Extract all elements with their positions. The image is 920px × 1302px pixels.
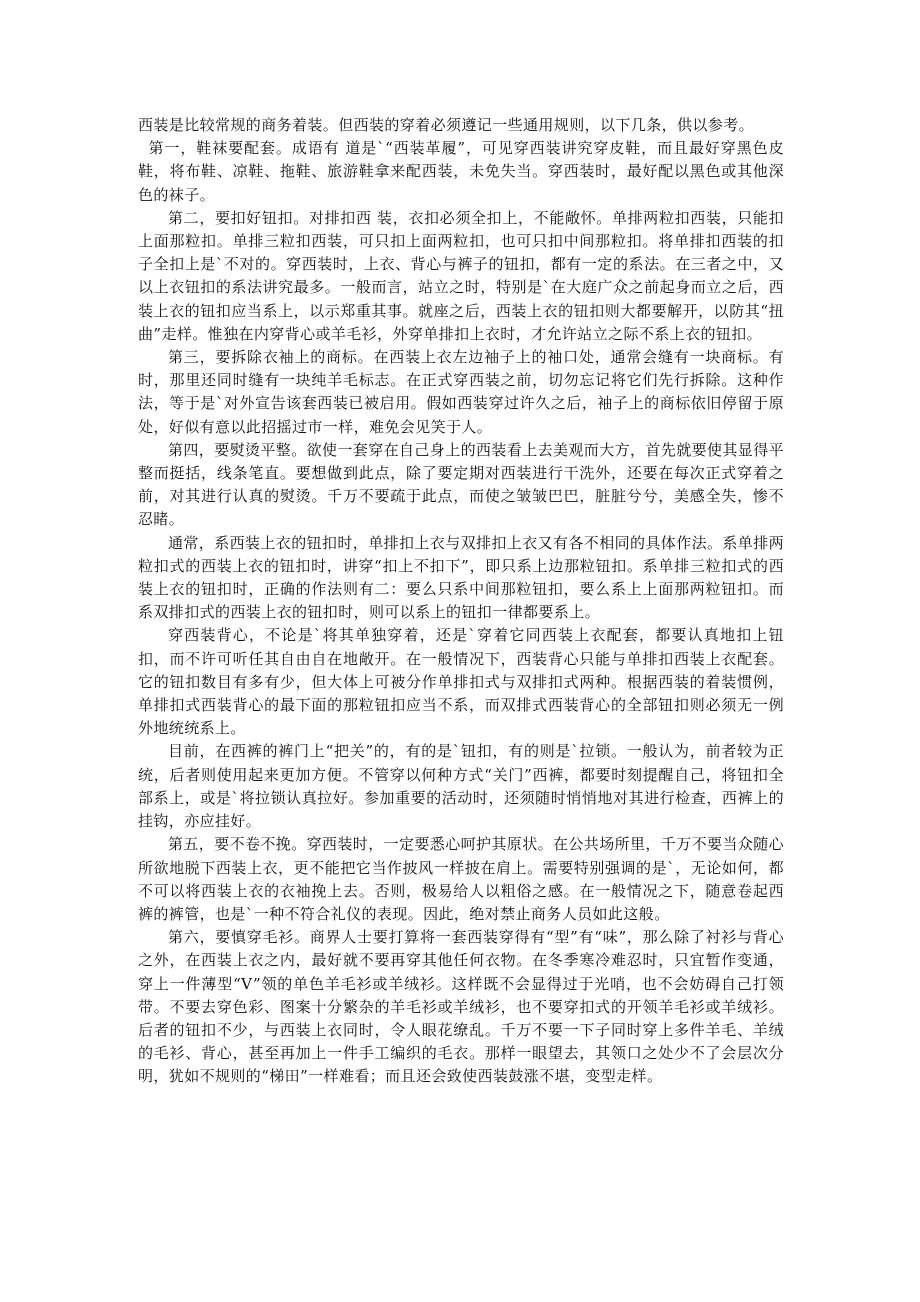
paragraph-rule-5-no-rolling: 第五，要不卷不挽。穿西装时，一定要悉心呵护其原状。在公共场所里，千万不要当众随心所欲地脱下西装上衣，更不能把它当作披风一样披在肩上。需要特别强调的是`，无论如何，都不可以将西装上衣的衣袖挽上去。否则，极易给人以粗俗之感。在一般情况之下，随意卷起西裤的裤管，也是`一种不符合礼仪的表现。因此，绝对禁止商务人员如此这般。 [138, 835, 785, 923]
intro-paragraph: 西装是比较常规的商务着装。但西装的穿着必须遵记一些通用规则，以下几条，供以参考。 [138, 116, 755, 134]
paragraph-jacket-buttoning: 通常，系西装上衣的钮扣时，单排扣上衣与双排扣上衣又有各不相同的具体作法。系单排两粒扣式的西装上衣的钮扣时，讲穿“扣上不扣下”，即只系上边那粒钮扣。系单排三粒扣式的西装上衣的钮扣时，正确的作法则有二：要么只系中间那粒钮扣，要么系上上面那两粒钮扣。而系双排扣式的西装上衣的钮扣时，则可以系上的钮扣一律都要系上。 [138, 533, 785, 622]
paragraph-trouser-fly: 目前，在西裤的裤门上“把关”的，有的是`钮扣，有的则是`拉锁。一般认为，前者较为正统，后者则使用起来更加方便。不管穿以何种方式“关门”西裤，都要时刻提醒自己，将钮扣全部系上，或是`将拉锁认真拉好。参加重要的活动时，还须随时悄悄地对其进行检查，西裤上的挂钩，亦应挂好。 [138, 742, 784, 831]
paragraph-rule-3-sleeve-label: 第三，要拆除衣袖上的商标。在西装上衣左边袖子上的袖口处，通常会缝有一块商标。有时，那里还同时缝有一块纯羊毛标志。在正式穿西装之前，切勿忘记将它们先行拆除。这种作法，等于是`对外宣告该套西装已被启用。假如西装穿过许久之后，袖子上的商标依旧停留于原处，好似有意以此招摇过市一样，难免会见笑于人。 [138, 348, 784, 436]
paragraph-vest: 穿西装背心，不论是`将其单独穿着，还是`穿着它同西装上衣配套，都要认真地扣上钮扣，而不许可听任其自由自在地敞开。在一般情况下，西装背心只能与单排扣西装上衣配套。它的钮扣数目有多有少，但大体上可被分作单排扣式与双排扣式两种。根据西装的着装惯例，单排扣式西装背心的最下面的那粒钮扣应当不系，而双排式西装背心的全部钮扣则必须无一例外地统统系上。 [138, 626, 784, 738]
paragraph-rule-1-shoes-socks: 第一，鞋袜要配套。成语有 道是`“西装革履”，可见穿西装讲究穿皮鞋，而且最好穿黑色皮鞋，将布鞋、凉鞋、拖鞋、旅游鞋拿来配西装，未免失当。穿西装时，最好配以黑色或其他深色的袜子。 [138, 139, 784, 204]
paragraph-rule-4-ironing: 第四，要熨烫平整。欲使一套穿在自己身上的西装看上去美观而大方，首先就要使其显得平整而挺括，线条笔直。要想做到此点，除了要定期对西装进行干洗外，还要在每次正式穿着之前，对其进行认真的熨烫。千万不要疏于此点，而使之皱皱巴巴，脏脏兮兮，美感全失，惨不忍睹。 [138, 440, 785, 529]
paragraph-rule-2-buttons: 第二，要扣好钮扣。对排扣西 装，衣扣必须全扣上，不能敞怀。单排两粒扣西装，只能扣上面那粒扣。单排三粒扣西装，可只扣上面两粒扣，也可只扣中间那粒扣。将单排扣西装的扣子全扣上是`不对的。穿西装时，上衣、背心与裤子的钮扣，都有一定的系法。在三者之中，又以上衣钮扣的系法讲究最多。一般而言，站立之时，特别是`在大庭广众之前起身而立之后，西装上衣的钮扣应当系上，以示郑重其事。就座之后，西装上衣的钮扣则大都要解开，以防其“扭曲”走样。惟独在内穿背心或羊毛衫，外穿单排扣上衣时，才允许站立之际不系上衣的钮扣。 [138, 208, 784, 343]
paragraph-rule-6-sweaters: 第六，要慎穿毛衫。商界人士要打算将一套西装穿得有“型”有“味”，那么除了衬衫与背心之外，在西装上衣之内，最好就不要再穿其他任何衣物。在冬季寒冷难忍时，只宜暂作变通，穿上一件薄型“V”领的单色羊毛衫或羊绒衫。这样既不会显得过于光哨，也不会妨碍自己打领带。不要去穿色彩、图案十分繁杂的羊毛衫或羊绒衫，也不要穿扣式的开领羊毛衫或羊绒衫。后者的钮扣不少，与西装上衣同时，令人眼花缭乱。千万不要一下子同时穿上多件羊毛、羊绒的毛衫、背心，甚至再加上一件手工编织的毛衣。那样一眼望去，其领口之处少不了会层次分明，犹如不规则的“梯田”一样难看；而且还会致使西装鼓涨不堪，变型走样。 [138, 928, 784, 1086]
document-body [138, 114, 784, 1089]
